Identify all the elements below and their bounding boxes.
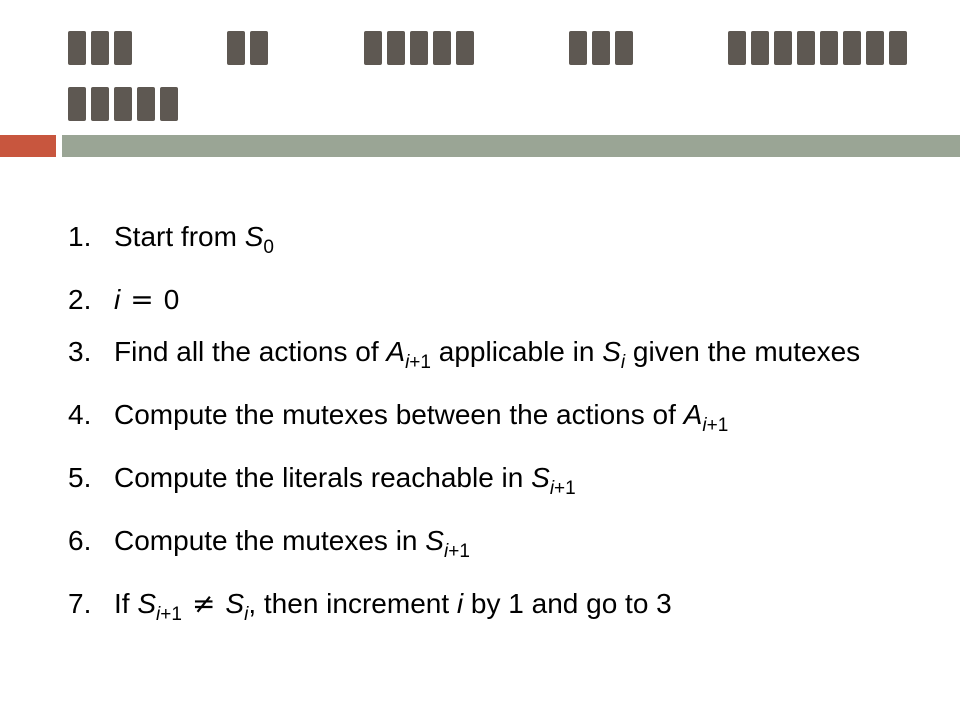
step-number: 1.: [68, 221, 92, 252]
step-text: Compute the literals reachable in: [114, 462, 532, 493]
step-text: given the mutexes: [625, 336, 861, 367]
math-operator: =: [130, 283, 154, 316]
step-text: Find all the actions of: [114, 336, 387, 367]
step-text: applicable in: [430, 336, 603, 367]
math-subscript: i+1: [156, 604, 182, 625]
math-variable: A: [683, 399, 703, 430]
step-text: If: [114, 588, 138, 619]
math-variable: S: [244, 221, 264, 252]
math-variable: S: [531, 462, 550, 493]
list-item: [60, 524, 920, 569]
slide-title: [68, 18, 928, 130]
algorithm-steps-list: [60, 220, 920, 650]
step-text: Compute the mutexes between the actions of: [114, 399, 684, 430]
math-subscript: i+1: [443, 541, 470, 562]
math-variable: S: [425, 525, 444, 556]
step-number: 4.: [68, 399, 92, 430]
math-variable: i: [114, 284, 121, 315]
step-text: Compute the mutexes in: [114, 525, 426, 556]
list-item: [60, 335, 920, 380]
step-number: 2.: [68, 284, 92, 315]
math-variable: S: [137, 588, 157, 619]
math-operator: ≠: [191, 587, 216, 620]
step-number: 7.: [68, 588, 92, 619]
step-text: by 1 and go to 3: [463, 588, 672, 619]
math-subscript: i+1: [405, 352, 431, 373]
list-item: [60, 283, 920, 317]
math-variable: i: [456, 588, 464, 619]
list-item: [60, 587, 920, 632]
list-item: [60, 461, 920, 506]
slide-title-glyphs: [68, 23, 912, 125]
title-accent-left-bar: [0, 135, 56, 157]
step-number: 6.: [68, 525, 92, 556]
math-subscript: i+1: [702, 415, 729, 436]
step-number: 5.: [68, 462, 92, 493]
math-variable: S: [602, 336, 621, 367]
math-subscript: i: [244, 604, 249, 625]
math-value: 0: [163, 284, 180, 315]
math-variable: S: [225, 588, 245, 619]
list-item: [60, 398, 920, 443]
math-subscript: i+1: [549, 478, 576, 499]
list-item: [60, 220, 920, 265]
math-variable: A: [386, 336, 406, 367]
math-subscript: i: [620, 352, 626, 373]
step-number: 3.: [68, 336, 92, 367]
step-text: , then increment: [248, 588, 457, 619]
step-text: Start from: [114, 221, 245, 252]
title-accent-right-bar: [62, 135, 960, 157]
math-subscript: 0: [263, 237, 274, 258]
